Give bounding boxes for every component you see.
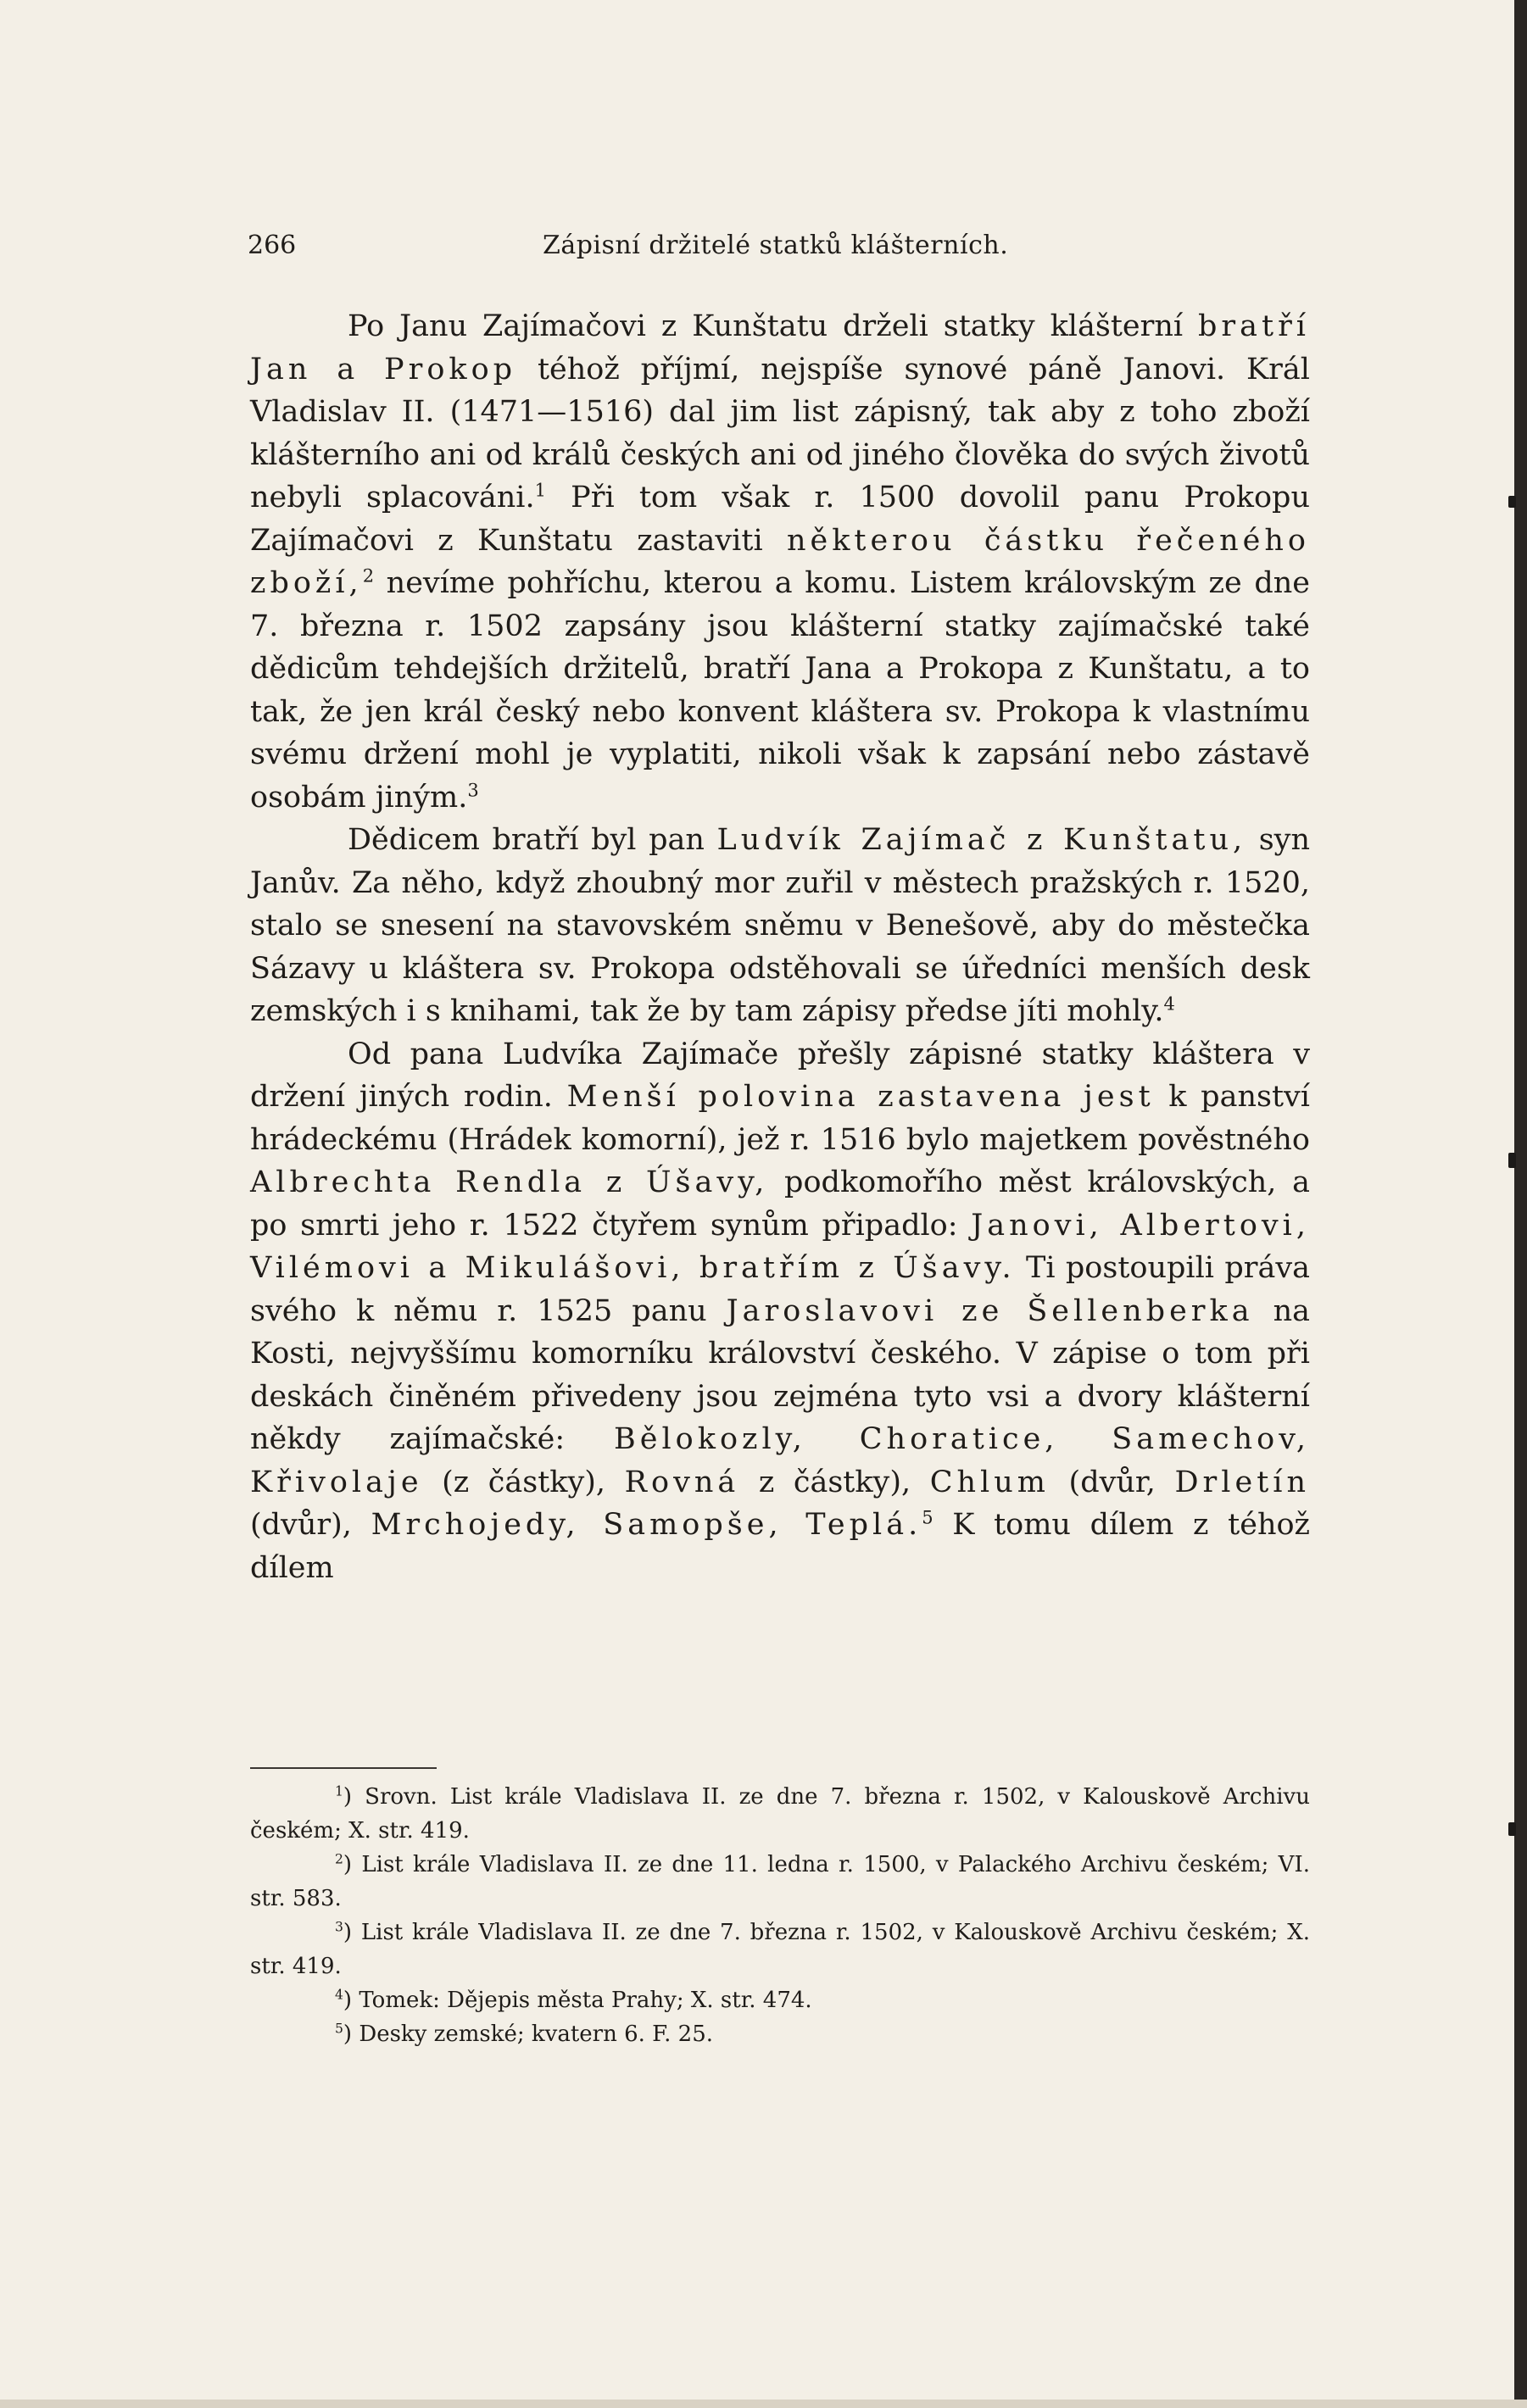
text-run: Při tom však r. 1500 dovolil panu Prokopu Zajímačovi z Kunštatu zastaviti (250, 481, 1310, 558)
footnote-ref: 2 (362, 565, 375, 587)
scan-bottom-edge (0, 2400, 1527, 2408)
spaced-name: Albrechta Rendla z Úšavy, (250, 1165, 769, 1199)
text-run: nevíme pohříchu, kterou a komu. Listem královským ze dne 7. března r. 1502 zapsány jsou klášterní statky zajímačské také dědicům tehdejších držitelů, bratří Jana a Prokopa z Kunštatu, a to tak, že jen král český nebo konvent kláštera sv. Prokopa k vlastnímu svému držení mohl je vyplatiti, nikoli však k zapsání nebo zástavě osobám jiným. (250, 566, 1310, 815)
spaced-name: Janovi, Albertovi, Vilémovi a Mikulášovi, bratřím z Úšavy. (250, 1208, 1310, 1285)
footnote-mark: 3 (335, 1919, 343, 1935)
main-text (250, 305, 1310, 1589)
spaced-phrase: Menší polovina zastavena jest (566, 1080, 1155, 1114)
text-run: Ti postoupili práva svého k němu r. 1525 panu (250, 1251, 1310, 1328)
paragraph (250, 1033, 1310, 1590)
running-title: Zápisní držitelé statků klášterních. (543, 231, 1009, 260)
spaced-name: Jaroslavovi ze Šellenberka (726, 1293, 1254, 1328)
footnote-rule (250, 1767, 437, 1769)
footnote-ref: 1 (534, 480, 546, 501)
paragraph (250, 819, 1310, 1033)
text-run: téhož příjmí, nejspíše synové páně Janovi. Král Vladislav II. (1471—1516) dal jim list zápisný, tak aby z toho zboží klášterního ani od králů českých ani od jiného člověka do svých životů nebyli splacováni. (250, 352, 1310, 514)
footnote: $^1$) Srovn. List krále Vladislava II. ze dne 7. března r. 1502, v Kalouskově Archivu českém; X. str. 419. (250, 1783, 1310, 1844)
text-run: (dvůr), (250, 1508, 371, 1542)
footnote-mark: 4 (335, 1987, 343, 2003)
edge-mark (1508, 1822, 1516, 1836)
footnote-mark: 1 (335, 1783, 343, 1799)
text-run: z částky), (739, 1465, 930, 1499)
edge-mark (1508, 1153, 1516, 1168)
footnote-text: Srovn. List krále Vladislava II. ze dne 7. března r. 1502, v Kalouskově Archivu českém; X. str. 419. (250, 1784, 1310, 1844)
text-run: (z částky), (422, 1465, 625, 1499)
footnote: $^5$) Desky zemské; kvatern 6. F. 25. (335, 2021, 714, 2047)
spaced-place: Mrchojedy, Samopše, Teplá. (371, 1508, 922, 1542)
footnote-text: Tomek: Dějepis města Prahy; X. str. 474. (359, 1988, 812, 2013)
page-number: 266 (248, 231, 297, 260)
footnote-text: Desky zemské; kvatern 6. F. 25. (359, 2021, 714, 2047)
footnote: $^2$) List krále Vladislava II. ze dne 11. ledna r. 1500, v Palackého Archivu českém; VI. str. 583. (250, 1851, 1310, 1911)
footnotes (250, 1780, 1310, 2051)
paragraph (250, 305, 1310, 819)
edge-mark (1508, 496, 1516, 508)
spaced-place: Chlum (929, 1465, 1050, 1499)
scan-binding-edge (1514, 0, 1527, 2408)
footnote-text: List krále Vladislava II. ze dne 11. ledna r. 1500, v Palackého Archivu českém; VI. str. 583. (250, 1852, 1310, 1911)
spaced-place: Bělokozly, Choratice, Samechov, Křivolaje (250, 1422, 1310, 1499)
footnote: $^3$) List krále Vladislava II. ze dne 7. března r. 1502, v Kalouskově Archivu českém; X. str. 419. (250, 1919, 1310, 1979)
spaced-place: Drletín (1174, 1465, 1310, 1499)
footnote-ref: 4 (1163, 993, 1175, 1015)
page-header (248, 231, 1307, 271)
text-run: syn Janův. Za něho, když zhoubný mor zuřil v městech pražských r. 1520, stalo se snesení na stavovském sněmu v Benešově, aby do městečka Sázavy u kláštera sv. Prokopa odstěhovali se úředníci menších desk zemských i s knihami, tak že by tam zápisy předse jíti mohly. (250, 823, 1310, 1028)
spaced-place: Rovná (624, 1465, 740, 1499)
text-run: K tomu dílem z téhož dílem (250, 1508, 1310, 1585)
footnote-text: List krále Vladislava II. ze dne 7. března r. 1502, v Kalouskově Archivu českém; X. str. 419. (250, 1920, 1310, 1979)
spaced-phrase: některou částku řečeného zboží, (250, 523, 1310, 600)
footnote: $^4$) Tomek: Dějepis města Prahy; X. str. 474. (335, 1987, 812, 2013)
text-run: Od pana Ludvíka Zajímače přešly zápisné statky kláštera v držení jiných rodin. (250, 1037, 1310, 1114)
text-run: k panství hrádeckému (Hrádek komorní), jež r. 1516 bylo majetkem pověstného (250, 1080, 1310, 1157)
spaced-name: bratří Jan a Prokop (250, 309, 1310, 387)
text-run: Po Janu Zajímačovi z Kunštatu drželi statky klášterní (348, 309, 1198, 343)
text-run: (dvůr, (1049, 1465, 1175, 1499)
text-run: Dědicem bratří byl pan (348, 823, 717, 857)
footnote-mark: 2 (335, 1851, 343, 1867)
text-run: podkomořího měst královských, a po smrti jeho r. 1522 čtyřem synům připadlo: (250, 1165, 1310, 1243)
footnote-ref: 5 (922, 1507, 933, 1528)
footnote-mark: 5 (335, 2021, 343, 2037)
text-run: na Kosti, nejvyššímu komorníku království českého. V zápise o tom při deskách činěném přivedeny jsou zejména tyto vsi a dvory klášterní někdy zajímačské: (250, 1293, 1310, 1456)
spaced-name: Ludvík Zajímač z Kunštatu, (716, 823, 1247, 857)
footnote-ref: 3 (467, 779, 479, 800)
